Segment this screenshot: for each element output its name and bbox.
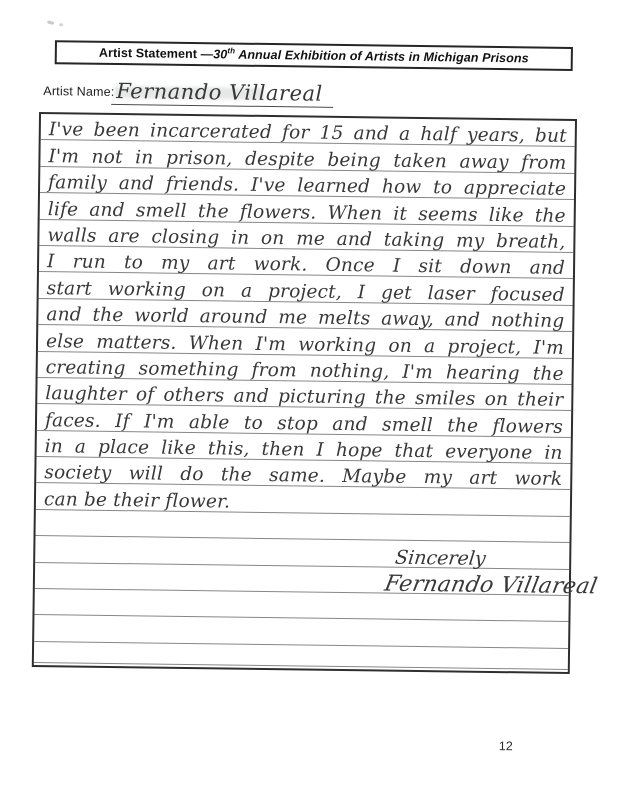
statement-line: family and friends. I've learned how to appreciate — [40, 167, 574, 200]
statement-line: walls are closing in on me and taking my breath, — [39, 220, 573, 253]
artist-name-label: Artist Name: — [43, 84, 115, 99]
statement-line: I've been incarcerated for 15 and a half years, but — [41, 114, 575, 147]
closing-salutation: Sincerely — [393, 546, 487, 570]
statement-line: can be their flower. — [36, 483, 570, 516]
statement-line: start working on a project, I get laser focused — [39, 272, 573, 305]
statement-line: else matters. When I'm working on a project, I'm — [38, 325, 572, 358]
statement-line: society will do the same. Maybe my art work — [36, 457, 570, 490]
statement-line: in a place like this, then I hope that everyone in — [37, 431, 571, 464]
statement-line: creating something from nothing, I'm hearing the — [38, 352, 572, 385]
header-title-prefix: Artist Statement — — [98, 45, 214, 62]
statement-line: I run to my art work. Once I sit down and — [39, 246, 573, 279]
statement-line: and the world around me melts away, and nothing — [38, 299, 572, 332]
statement-line: life and smell the flowers. When it seems like the — [40, 193, 574, 226]
artist-name-value: Fernando Villareal — [116, 79, 323, 106]
page-number: 12 — [498, 739, 513, 754]
statement-line: I'm not in prison, despite being taken away from — [40, 140, 574, 173]
header-title-event: 30th Annual Exhibition of Artists in Michigan Prisons — [213, 46, 529, 66]
header-box — [55, 40, 573, 71]
signature: Fernando Villareal — [382, 571, 600, 600]
header-title-ordinal-suffix: th — [227, 46, 236, 56]
statement-line: faces. If I'm able to stop and smell the flowers — [37, 404, 571, 437]
statement-box — [32, 112, 600, 674]
statement-line: laughter of others and picturing the smiles on their — [37, 378, 571, 411]
scan-mark — [59, 23, 63, 26]
scan-mark — [47, 20, 55, 25]
